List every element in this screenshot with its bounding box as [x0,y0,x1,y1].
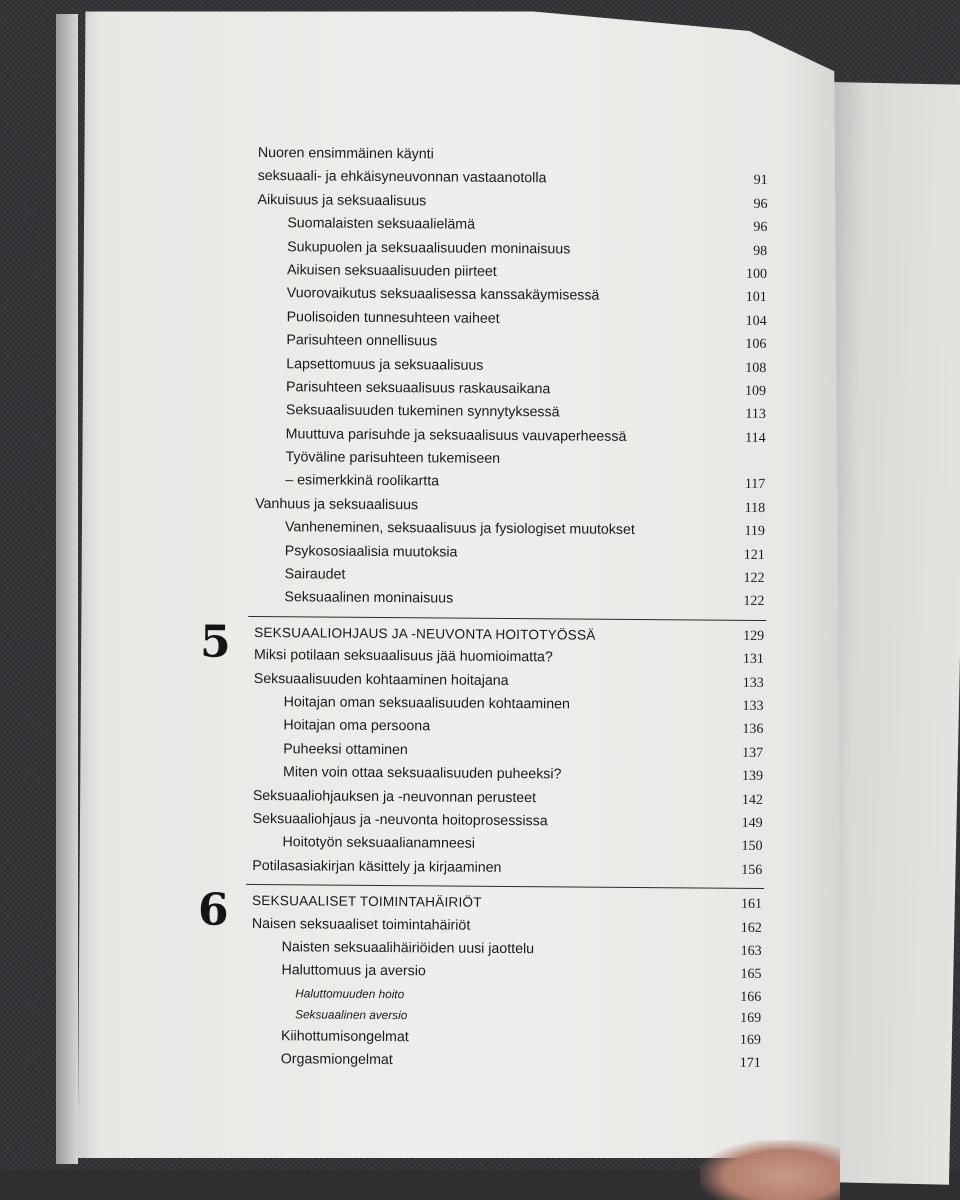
thumb [700,1140,840,1200]
entry-title: Haluttomuuden hoito [295,985,405,1001]
entry-title: Orgasmiongelmat [280,1051,393,1069]
page-number: 106 [745,336,767,353]
entry-title: Seksuaaliohjaus ja -neuvonta hoitoprosessissa [252,810,548,830]
page-number: 162 [740,920,762,936]
page-number: 129 [743,628,765,644]
entry-title: Parisuhteen seksuaalisuus raskausaikana [286,379,551,398]
page-number: 133 [742,675,764,691]
page-number: 166 [740,989,762,1005]
page-number: 91 [753,173,768,189]
entry-title: Hoitotyön seksuaalianamneesi [282,834,475,853]
toc-section-adulthood [254,142,768,614]
entry-title: Puolisoiden tunnesuhteen vaiheet [286,308,500,327]
page-number: 149 [741,815,763,831]
entry-title: Potilasasiakirjan käsittely ja kirjaaminen [252,857,502,876]
entry-title: Nuoren ensimmäinen käynti [257,144,434,163]
page-number: 121 [743,547,765,563]
page-number: 119 [744,524,766,540]
page-number: 169 [740,1010,762,1026]
page-number: 156 [741,862,763,878]
page-number: 165 [740,967,762,983]
entry-title: Hoitajan oman seksuaalisuuden kohtaaminen [283,694,570,713]
page-number: 96 [753,196,768,212]
page-number: 169 [739,1032,762,1048]
entry-title: Seksuaaliohjauksen ja -neuvonnan perusteet [252,787,537,806]
entry-title: Seksuaalinen aversio [295,1006,408,1022]
entry-title: Vanhuus ja seksuaalisuus [255,495,419,514]
page-number: 104 [745,313,767,329]
entry-title: Haluttomuus ja aversio [281,962,426,980]
entry-title: Muuttuva parisuhde ja seksuaalisuus vauvaperheessä [285,425,627,445]
page-number: 114 [745,430,766,446]
page-number: 171 [739,1055,761,1072]
page-number: 113 [745,407,766,423]
page-number: 98 [753,243,768,259]
page-number: 118 [744,500,766,516]
table-of-contents [197,142,768,1075]
entry-title: – esimerkkinä roolikartta [285,472,440,490]
page-number: 101 [745,290,767,306]
toc-entry [252,855,762,882]
page-number: 142 [741,792,763,808]
page-number: 133 [742,698,764,714]
page-number: 108 [745,360,767,376]
chapter-number: 5 [199,616,231,668]
toc-chapter-5-entries [252,644,764,882]
entry-title: Psykososiaalisia muutoksia [284,542,458,561]
page-number: 161 [740,896,763,913]
page-number: 137 [742,745,764,761]
entry-title: Hoitajan oma persoona [283,717,431,735]
page-stack-edge [56,14,78,1164]
toc-entry [251,1048,761,1075]
entry-title: Suomalaisten seksuaalielämä [287,215,476,233]
entry-title: Työväline parisuhteen tukemiseen [285,449,501,467]
entry-title: Naisen seksuaaliset toimintahäiriöt [251,915,471,934]
page-number: 136 [742,722,764,738]
page-number: 122 [743,594,765,610]
page-number: 139 [741,768,764,785]
entry-title: Sairaudet [284,566,346,583]
chapter-divider [246,884,764,889]
page-number: 109 [744,383,767,399]
entry-title: Miten voin ottaa seksuaalisuuden puheeksi? [282,764,562,783]
entry-title: Seksuaalinen moninaisuus [284,589,454,607]
entry-title: Vuorovaikutus seksuaalisessa kanssakäymisessä [286,285,600,305]
entry-title: Parisuhteen onnellisuus [286,332,438,350]
page-number: 96 [753,220,768,236]
entry-title: Sukupuolen ja seksuaalisuuden moninaisuus [287,238,571,258]
chapter-title: SEKSUAALIOHJAUS JA -NEUVONTA HOITOTYÖSSÄ [254,624,596,643]
entry-title: Vanheneminen, seksuaalisuus ja fysiologiset muutokset [284,519,635,539]
page-number: 150 [741,839,763,855]
page-number: 122 [743,570,765,587]
entry-title: Kiihottumisongelmat [280,1027,409,1045]
toc-entry [254,586,764,613]
page-number: 163 [740,943,762,959]
entry-title: Lapsettomuus ja seksuaalisuus [286,355,484,374]
entry-title: Seksuaalisuuden tukeminen synnytyksessä [285,402,560,421]
chapter-title: SEKSUAALISET TOIMINTAHÄIRIÖT [251,893,482,910]
entry-title: Aikuisen seksuaalisuuden piirteet [286,262,497,280]
entry-title: Aikuisuus ja seksuaalisuus [257,191,427,210]
chapter-divider [248,616,766,621]
entry-title: seksuaali- ja ehkäisyneuvonnan vastaanotolla [257,168,547,187]
entry-title: Seksuaalisuuden kohtaaminen hoitajana [253,670,509,689]
page-number: 100 [745,266,768,282]
toc-chapter-6-entries [251,912,762,1075]
entry-title: Miksi potilaan seksuaalisuus jää huomioimatta? [253,647,553,666]
entry-title: Puheeksi ottaminen [283,740,408,758]
page-number: 117 [744,477,766,493]
entry-title: Naisten seksuaalihäiriöiden uusi jaottelu [281,939,535,958]
page-number: 131 [742,652,765,668]
chapter-number: 6 [197,884,229,936]
